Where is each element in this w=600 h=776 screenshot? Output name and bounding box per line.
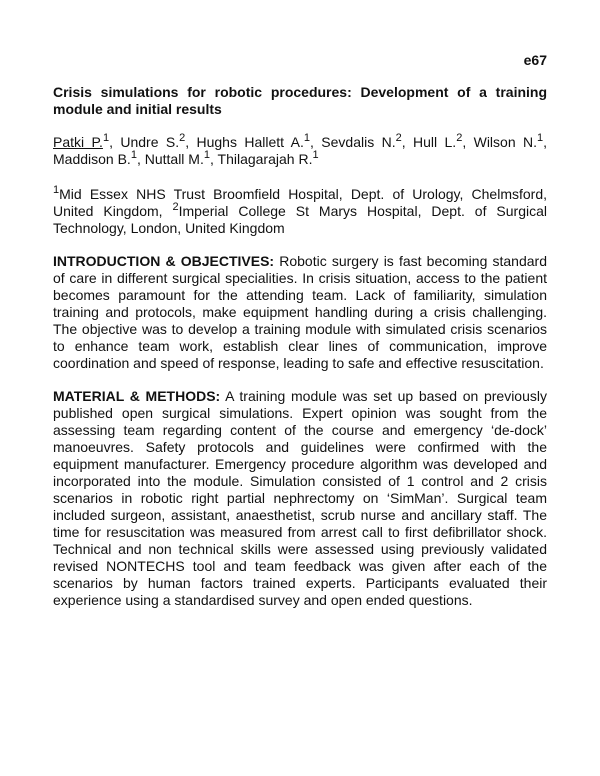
author-affiliation-mark: 2 bbox=[456, 132, 463, 144]
author-name: Nuttall M. bbox=[144, 151, 204, 167]
author-separator: , bbox=[185, 134, 197, 150]
author-affiliation-mark: 1 bbox=[102, 132, 110, 144]
section-heading: MATERIAL & METHODS: bbox=[53, 388, 221, 404]
author-affiliation-mark: 1 bbox=[203, 149, 210, 161]
author-separator: , bbox=[462, 134, 474, 150]
author-name: Wilson N. bbox=[473, 134, 538, 150]
author-name: Sevdalis N. bbox=[321, 134, 396, 150]
author-affiliation-mark: 2 bbox=[395, 132, 402, 144]
section-body: A training module was set up based on previously published open surgical simulations. Expert opinion was sought from the assessing team regarding content of the course and emergency ‘de-dock’ manoeuvres. Safety protocols and guidelines were confirmed with the equipment manufacturer. Emergency procedure algorithm was developed and incorporated into the module. Simulation consisted of 1 control and 2 crisis scenarios in robotic right partial nephrectomy on ‘SimMan’. Surgical team included surgeon, assistant, anaesthetist, scrub nurse and ancillary staff. The time for resuscitation was measured from arrest call to first defibrillator shock. Technical and non technical skills were assessed using previously validated revised NONTECHS tool and team feedback was given after each of the scenarios by human factors trained experts. Participants evaluated their experience using a standardised survey and open ended questions. bbox=[53, 388, 547, 608]
author-separator: , bbox=[401, 134, 414, 150]
author-name: Thilagarajah R. bbox=[217, 151, 313, 167]
author-separator: , bbox=[136, 151, 145, 167]
affiliation-list bbox=[53, 186, 547, 237]
author-separator: , bbox=[109, 134, 121, 150]
author-name: Hughs Hallett A. bbox=[196, 134, 304, 150]
section-heading: INTRODUCTION & OBJECTIVES: bbox=[53, 253, 275, 269]
section-body: Robotic surgery is fast becoming standard of care in different surgical specialities. In crisis situation, access to the patient becomes paramount for the attending team. Lack of familiarity, simulation training and protocols, make equipment handling during a crisis challenging. The objective was to develop a training module with simulated crisis scenarios to enhance team work, establish clear lines of communication, improve coordination and speed of response, leading to safe and effective resuscitation. bbox=[53, 253, 547, 371]
author-affiliation-mark: 1 bbox=[312, 149, 319, 161]
affiliation-mark: 1 bbox=[53, 184, 60, 196]
affiliation-text: Mid Essex NHS Trust Broomfield Hospital, Dept. of Urology, Chelmsford, United Kingdom, bbox=[53, 186, 547, 219]
author-affiliation-mark: 1 bbox=[537, 132, 544, 144]
abstract-title: Crisis simulations for robotic procedures: Development of a training module and initial results bbox=[53, 84, 547, 117]
section-methods bbox=[53, 388, 547, 609]
author-separator: , bbox=[209, 151, 218, 167]
author-list bbox=[53, 134, 547, 168]
affiliation-text: Imperial College St Marys Hospital, Dept. of Surgical Technology, London, United Kingdom bbox=[53, 203, 547, 236]
author-name: Patki P. bbox=[53, 134, 103, 150]
page-number: e67 bbox=[523, 52, 547, 68]
author-separator: , bbox=[543, 134, 548, 150]
author-name: Undre S. bbox=[120, 134, 180, 150]
author-affiliation-mark: 1 bbox=[303, 132, 311, 144]
author-affiliation-mark: 2 bbox=[179, 132, 186, 144]
author-name: Maddison B. bbox=[53, 151, 131, 167]
author-name: Hull L. bbox=[413, 134, 457, 150]
abstract-content bbox=[53, 84, 547, 625]
affiliation-mark: 2 bbox=[172, 201, 179, 213]
author-separator: , bbox=[310, 134, 322, 150]
author-affiliation-mark: 1 bbox=[130, 149, 137, 161]
section-introduction bbox=[53, 253, 547, 372]
